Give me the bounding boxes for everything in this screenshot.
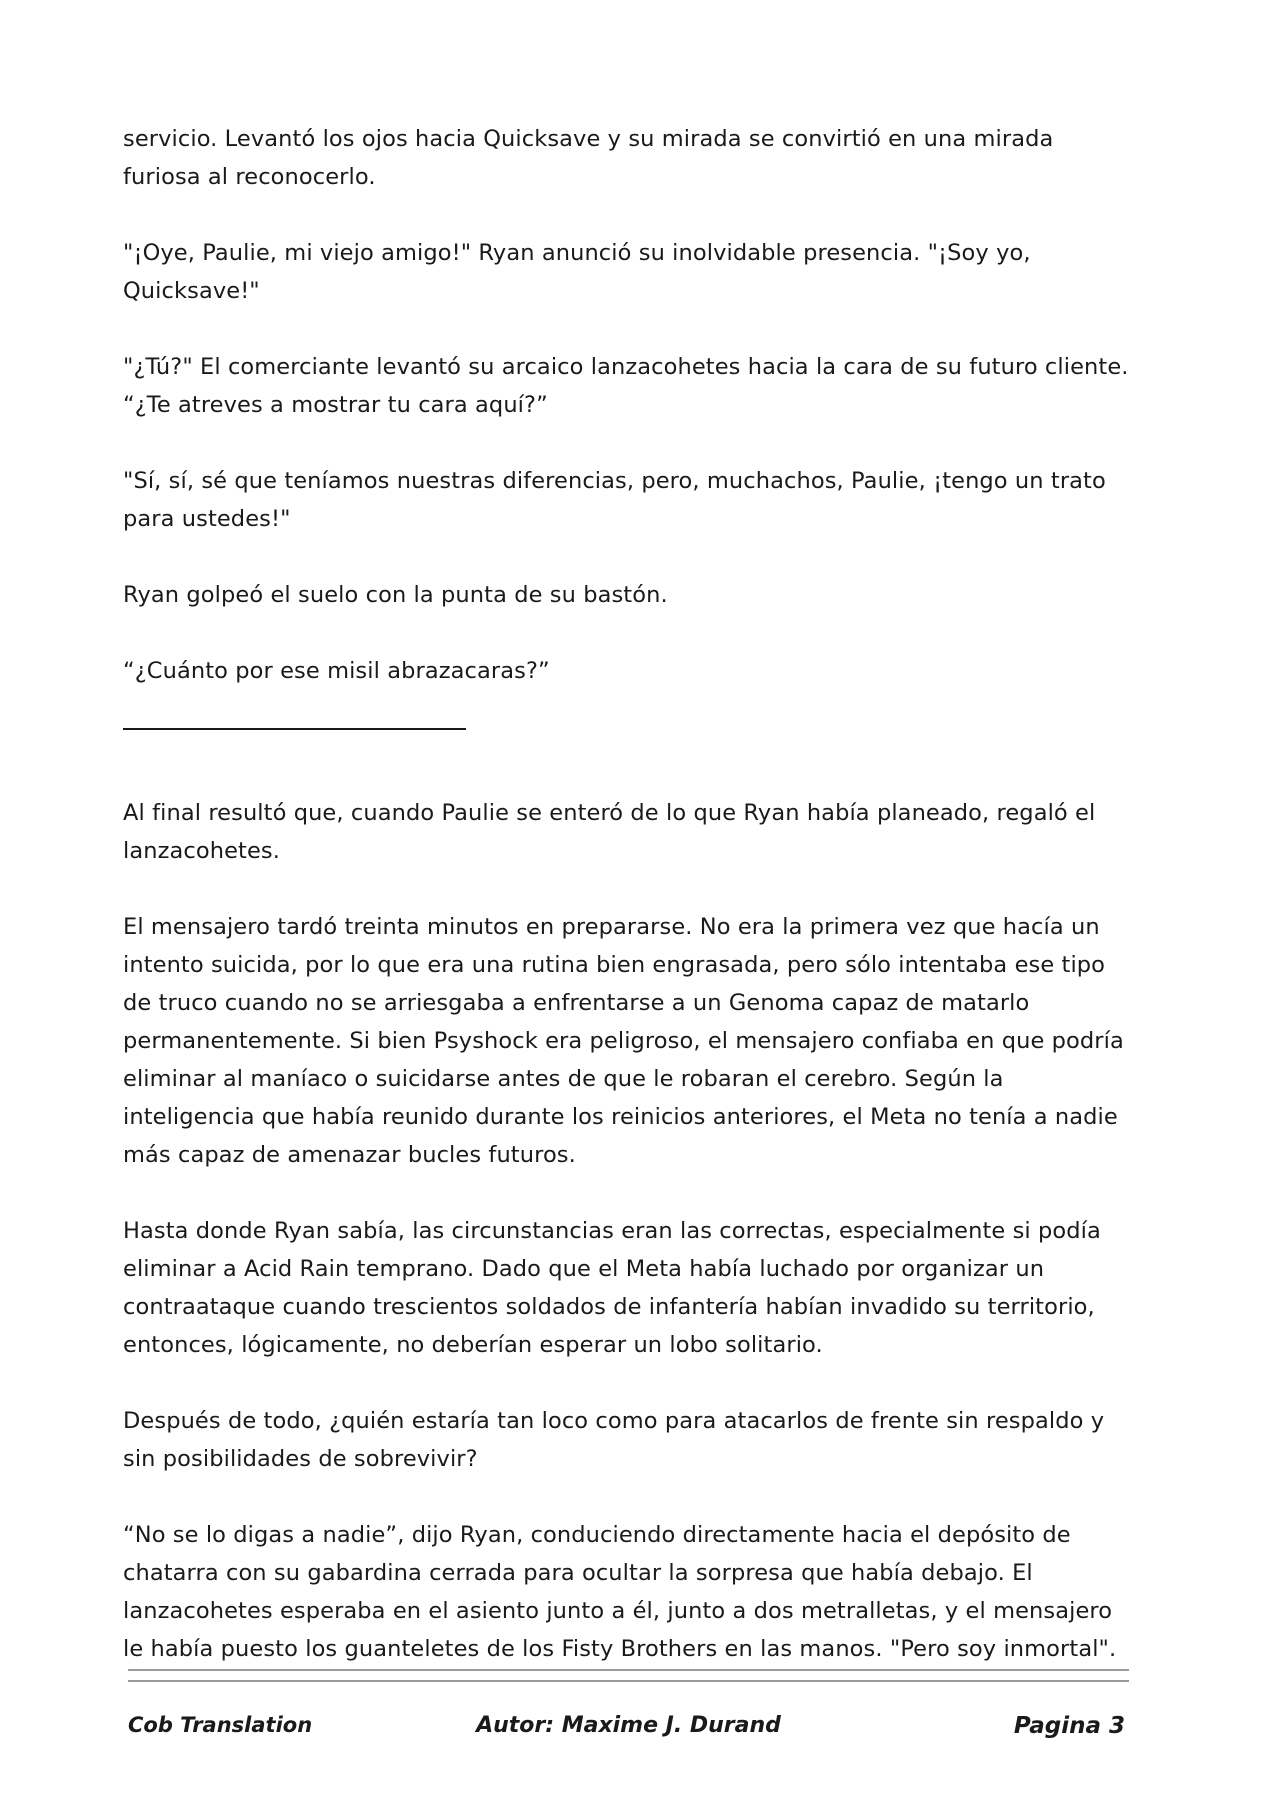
paragraph: Al final resultó que, cuando Paulie se enteró de lo que Ryan había planeado, regaló el lanzacohetes. xyxy=(123,800,1096,864)
paragraph: Ryan golpeó el suelo con la punta de su bastón. xyxy=(123,582,668,608)
paragraph: Hasta donde Ryan sabía, las circunstancias eran las correctas, especialmente si podía eliminar a Acid Rain temprano. Dado que el Meta había luchado por organizar un contraataque cuando trescientos soldados de infantería habían invadido su territorio, entonces, lógicamente, no deberían esperar un lobo solitario. xyxy=(123,1218,1101,1358)
page-footer xyxy=(128,1713,1129,1745)
footer-rule-top xyxy=(128,1669,1129,1671)
paragraph: "¿Tú?" El comerciante levantó su arcaico lanzacohetes hacia la cara de su futuro cliente. “¿Te atreves a mostrar tu cara aquí?” xyxy=(123,354,1129,418)
page-body xyxy=(123,120,1133,1706)
scene-break-divider xyxy=(123,728,466,730)
footer-rule-bottom xyxy=(128,1680,1129,1682)
paragraph: "Sí, sí, sé que teníamos nuestras diferencias, pero, muchachos, Paulie, ¡tengo un trato para ustedes!" xyxy=(123,468,1106,532)
paragraph: “No se lo digas a nadie”, dijo Ryan, conduciendo directamente hacia el depósito de chatarra con su gabardina cerrada para ocultar la sorpresa que había debajo. El lanzacohetes esperaba en el asiento junto a él, junto a dos metralletas, y el mensajero le había puesto los guanteletes de los Fisty Brothers en las manos. "Pero soy inmortal". xyxy=(123,1522,1117,1662)
paragraph: El mensajero tardó treinta minutos en prepararse. No era la primera vez que hacía un intento suicida, por lo que era una rutina bien engrasada, pero sólo intentaba ese tipo de truco cuando no se arriesgaba a enfrentarse a un Genoma capaz de matarlo permanentemente. Si bien Psyshock era peligroso, el mensajero confiaba en que podría eliminar al maníaco o suicidarse antes de que le robaran el cerebro. Según la inteligencia que había reunido durante los reinicios anteriores, el Meta no tenía a nadie más capaz de amenazar bucles futuros. xyxy=(123,914,1124,1168)
footer-author: Autor: Maxime J. Durand xyxy=(476,1713,781,1738)
paragraph: Después de todo, ¿quién estaría tan loco como para atacarlos de frente sin respaldo y sin posibilidades de sobrevivir? xyxy=(123,1408,1105,1472)
paragraph: servicio. Levantó los ojos hacia Quicksave y su mirada se convirtió en una mirada furiosa al reconocerlo. xyxy=(123,126,1054,190)
footer-translator: Cob Translation xyxy=(128,1713,313,1737)
footer-page-number: Pagina 3 xyxy=(1013,1713,1125,1739)
paragraph: "¡Oye, Paulie, mi viejo amigo!" Ryan anunció su inolvidable presencia. "¡Soy yo, Quicksave!" xyxy=(123,240,1031,304)
paragraph: “¿Cuánto por ese misil abrazacaras?” xyxy=(123,658,550,684)
